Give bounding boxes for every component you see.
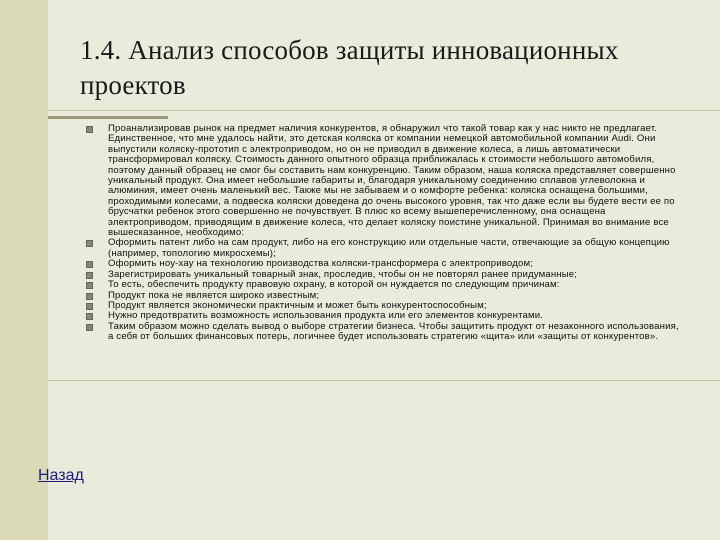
bullet-square-icon: [86, 240, 93, 247]
bullet-square-icon: [86, 324, 93, 331]
bullet-text: То есть, обеспечить продукту правовую охрану, в которой он нуждается по следующим причинам:: [108, 279, 560, 291]
bullet-item-intro: [86, 124, 686, 238]
bullet-text: Продукт пока не является широко известным;: [108, 289, 320, 301]
bullet-square-icon: [86, 293, 93, 300]
slide-title: 1.4. Анализ способов защиты инновационных проектов: [80, 35, 619, 100]
bullet-square-icon: [86, 313, 93, 320]
bullet-text: Таким образом можно сделать вывод о выборе стратегии бизнеса. Чтобы защитить продукт от незаконного использования, а себя от больших финансовых потерь, логичнее будет использовать стратегию «щита» или «защиты от конкурентов».: [108, 320, 679, 343]
lower-rule: [48, 380, 720, 381]
bullet-text: Зарегистрировать уникальный товарный знак, проследив, чтобы он не повторял ранее придуманные;: [108, 268, 578, 280]
bullet-square-icon: [86, 261, 93, 268]
bullet-item-patent: [86, 238, 686, 259]
header-rule: [48, 110, 720, 111]
bullet-square-icon: [86, 272, 93, 279]
back-link[interactable]: Назад: [38, 467, 84, 484]
bullet-text: Нужно предотвратить возможность использования продукта или его элементов конкурентами.: [108, 310, 544, 322]
bullet-square-icon: [86, 126, 93, 133]
left-accent-band: [0, 0, 48, 540]
bullet-list: [86, 124, 686, 343]
bullet-text: Проанализировав рынок на предмет наличия конкурентов, я обнаружил что такой товар как у нас никто не предлагает. Единственное, что мне удалось найти, это детская коляска от компании немецкой автомобильной компании Audi. Они выпустили коляску-прототип с электроприводом, но он не приводил в движение колеса, а лишь автоматически трансформировал коляску. Стоимость данного опытного образца приближалась к стоимости небольшого автомобиля, поэтому данный образец не смог бы составить нам конкуренцию. Таким образом, наша коляска представляет совершенно уникальный продукт. Она имеет небольшие габариты и, благодаря уникальному соединению сплавов углеволокна и алюминия, имеет очень маленький вес. Также мы не забываем и о комфорте ребенка: коляска оснащена большими, проходимыми колесами, а подвеска коляски доведена до очень высокого уровня, так что даже если вы будете вести ее по брусчатки ребенок этого совершенно не почувствует. В плюс ко всему вышеперечисленному, она оснащена электроприводом, приводящим в движение колеса, что делает коляску поистине уникальной. Принимая во внимание все вышесказанное, необходимо:: [108, 123, 676, 239]
bullet-text: Оформить патент либо на сам продукт, либо на его конструкцию или отдельные части, отвечающие за общую концепцию (например, топологию микросхемы);: [108, 237, 670, 259]
bullet-text: Продукт является экономически практичным и может быть конкурентоспособным;: [108, 299, 487, 311]
bullet-square-icon: [86, 282, 93, 289]
bullet-text: Оформить ноу-хау на технологию производства коляски-трансформера с электроприводом;: [108, 258, 534, 270]
bullet-item-conclusion: [86, 322, 686, 343]
title-divider: [48, 116, 168, 119]
bullet-square-icon: [86, 303, 93, 310]
